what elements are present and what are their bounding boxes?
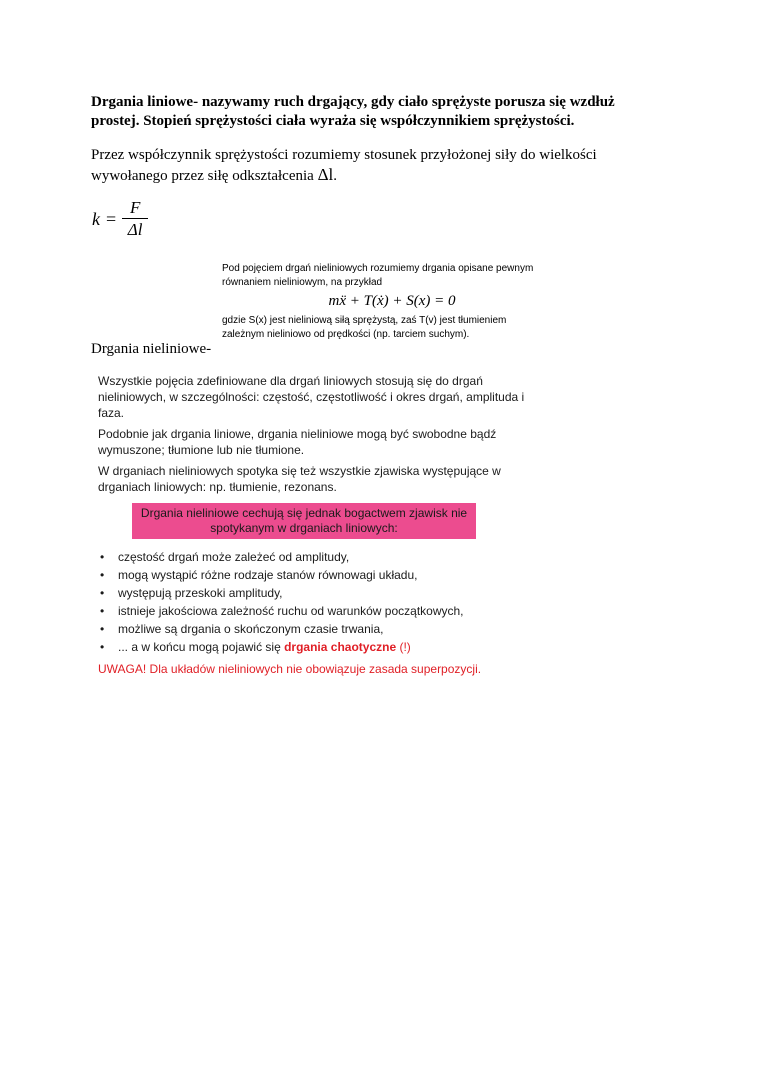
formula-numerator: F (129, 198, 141, 217)
stiffness-formula (92, 198, 148, 241)
highlight-banner: Drgania nieliniowe cechują się jednak bogactwem zjawisk nie spotykanym w drganiach liniowych: (132, 503, 476, 539)
nonlinear-equation: mẍ + T(ẋ) + S(x) = 0 (328, 293, 456, 309)
nonlinear-concepts-box (98, 373, 538, 677)
list-item: • możliwe są drgania o skończonym czasie trwania, (100, 622, 384, 636)
bullet-icon: • (100, 586, 105, 600)
inset-line2: gdzie S(x) jest nieliniową siłą sprężystą, zaś T(v) jest tłumieniem zależnym nieliniowo od prędkości (np. tarciem suchym). (222, 315, 507, 340)
formula-equals: = (106, 209, 117, 229)
linear-oscillation-heading: Drgania liniowe- nazywamy ruch drgający, gdy ciało sprężyste porusza się wzdłuż prostej. Stopień sprężystości ciała wyraża się współczynnikiem sprężystości. (91, 94, 615, 129)
list-item: • występują przeskoki amplitudy, (100, 586, 283, 600)
exclamation-note: (!) (399, 640, 411, 654)
delta-l-symbol: Δl (317, 165, 334, 184)
bullet-icon: • (100, 568, 105, 582)
concepts-paragraph-1: Wszystkie pojęcia zdefiniowane dla drgań liniowych stosują się do drgań nieliniowych, w szczególności: częstość, częstotliwość i okres drgań, amplituda i faza. (98, 374, 525, 420)
definition-paragraph (91, 146, 651, 186)
formula-lhs: k (92, 209, 100, 229)
list-item-chaotic: • ... a w końcu mogą pojawić się drgania chaotyczne (!) (100, 640, 411, 654)
definition-end: . (333, 168, 337, 184)
definition-text: Przez współczynnik sprężystości rozumiemy stosunek przyłożonej siły do wielkości wywołanego przez siłę odkształcenia (91, 147, 597, 184)
nonlinear-definition-inset (222, 262, 542, 342)
nonlinear-label: Drgania nieliniowe- (91, 341, 212, 357)
bullet-icon: • (100, 622, 105, 636)
superposition-warning: UWAGA! Dla układów nieliniowych nie obowiązuje zasada superpozycji. (98, 662, 482, 676)
concepts-paragraph-2: Podobnie jak drgania liniowe, drgania nieliniowe mogą być swobodne bądź wymuszone; tłumione lub nie tłumione. (98, 427, 497, 457)
inset-line1: Pod pojęciem drgań nieliniowych rozumiemy drgania opisane pewnym równaniem nieliniowym, na przykład (222, 263, 534, 288)
list-item: • częstość drgań może zależeć od amplitudy, (100, 550, 350, 564)
formula-fraction (122, 198, 148, 241)
chaotic-oscillations-text: drgania chaotyczne (284, 640, 397, 654)
list-item: • istnieje jakościowa zależność ruchu od warunków początkowych, (100, 604, 464, 618)
phenomena-list (98, 549, 538, 656)
concepts-paragraph-3: W drganiach nieliniowych spotyka się też wszystkie zjawiska występujące w drganiach liniowych: np. tłumienie, rezonans. (98, 464, 501, 494)
list-item: • mogą wystąpić różne rodzaje stanów równowagi układu, (100, 568, 418, 582)
bullet-icon: • (100, 550, 105, 564)
bullet-icon: • (100, 604, 105, 618)
bullet-icon: • (100, 640, 105, 654)
formula-denominator: Δl (127, 220, 143, 239)
